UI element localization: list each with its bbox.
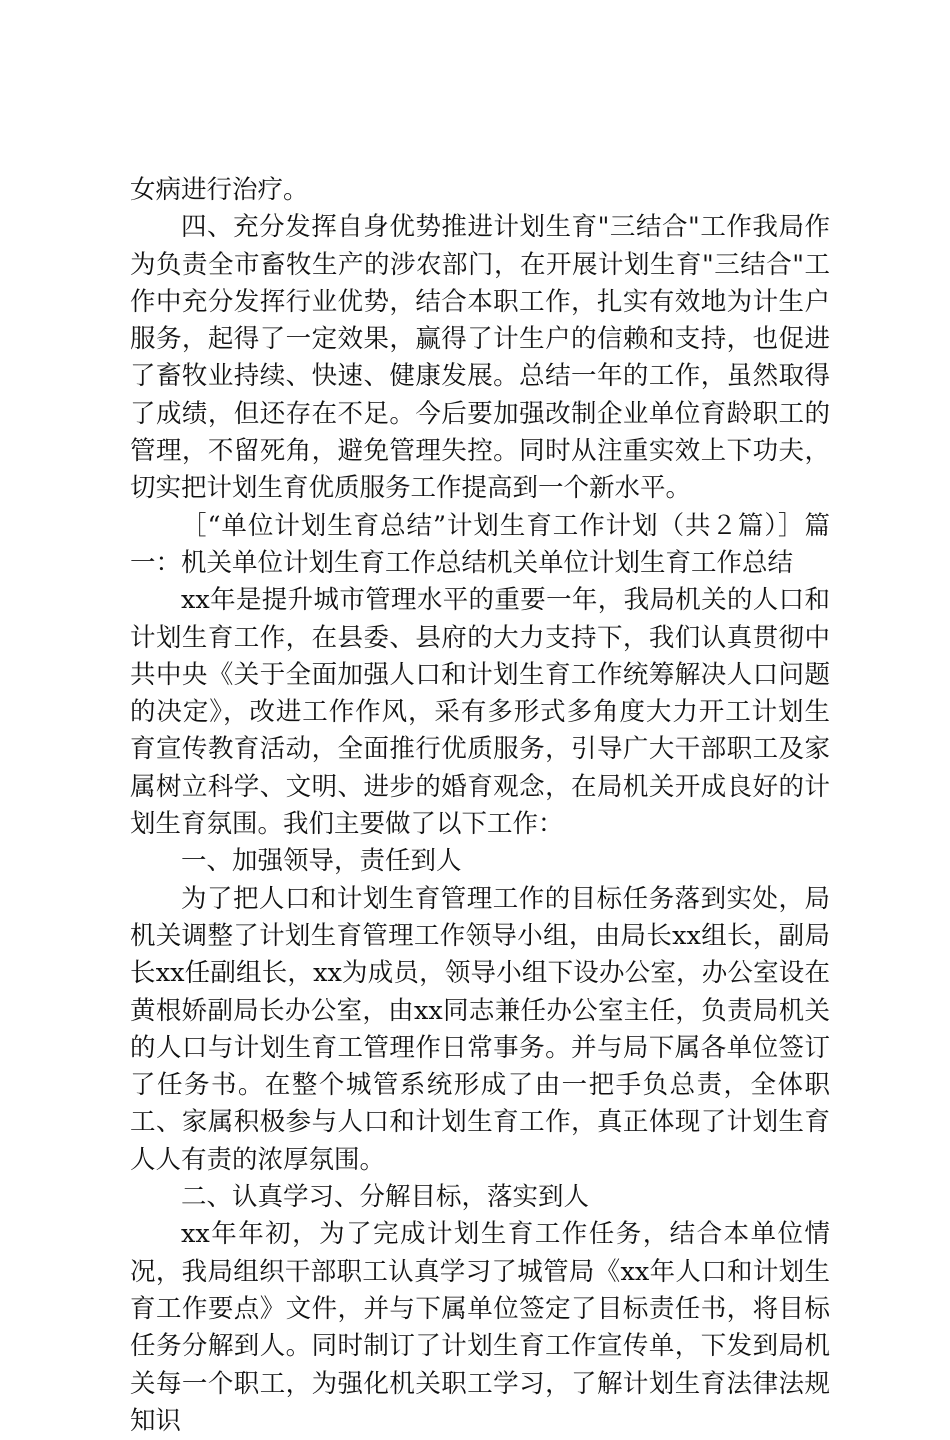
subheading: 一、加强领导，责任到人	[181, 846, 462, 877]
paragraph: 为了把人口和计划生育管理工作的目标任务落到实处，局机关调整了计划生育管理工作领导小组，由局长xx组长，副局长xx任副组长，xx为成员，领导小组下设办公室，办公室设在黄根娇副局长办公室，由xx同志兼任办公室主任，负责局机关的人口与计划生育工管理作日常事务。并与局下属各单位签订了任务书。在整个城管系统形成了由一把手负总责，全体职工、家属积极参与人口和计划生育工作，真正体现了计划生育人人有责的浓厚氛围。	[130, 883, 830, 1175]
paragraph: 女病进行治疗。	[130, 175, 309, 205]
paragraph: xx年是提升城市管理水平的重要一年，我局机关的人口和计划生育工作，在县委、县府的大力支持下，我们认真贯彻中共中央《关于全面加强人口和计划生育工作统筹解决人口问题的决定》，改进工作作风，采有多形式多角度大力开工计划生育宣传教育活动，全面推行优质服务，引导广大干部职工及家属树立科学、文明、进步的婚育观念，在局机关开成良好的计划生育氛围。我们主要做了以下工作：	[130, 585, 830, 840]
paragraph: 四、充分发挥自身优势推进计划生育"三结合"工作我局作为负责全市畜牧生产的涉农部门，在开展计划生育"三结合"工作中充分发挥行业优势，结合本职工作，扎实有效地为计生户服务，起得了一定效果，赢得了计生户的信赖和支持，也促进了畜牧业持续、快速、健康发展。总结一年的工作，虽然取得了成绩，但还存在不足。今后要加强改制企业单位育龄职工的管理，不留死角，避免管理失控。同时从注重实效上下功夫，切实把计划生育优质服务工作提高到一个新水平。	[130, 212, 830, 504]
subheading: 二、认真学习、分解目标，落实到人	[181, 1182, 590, 1213]
section-heading: ［“单位计划生育总结”计划生育工作计划（共２篇）］篇一：机关单位计划生育工作总结机关单位计划生育工作总结	[130, 510, 830, 578]
document-body	[130, 172, 830, 1440]
paragraph: xx年年初，为了完成计划生育工作任务，结合本单位情况，我局组织干部职工认真学习了城管局《xx年人口和计划生育工作要点》文件，并与下属单位签定了目标责任书，将目标任务分解到人。同时制订了计划生育工作宣传单，下发到局机关每一个职工，为强化机关职工学习，了解计划生育法律法规知识	[130, 1219, 830, 1436]
